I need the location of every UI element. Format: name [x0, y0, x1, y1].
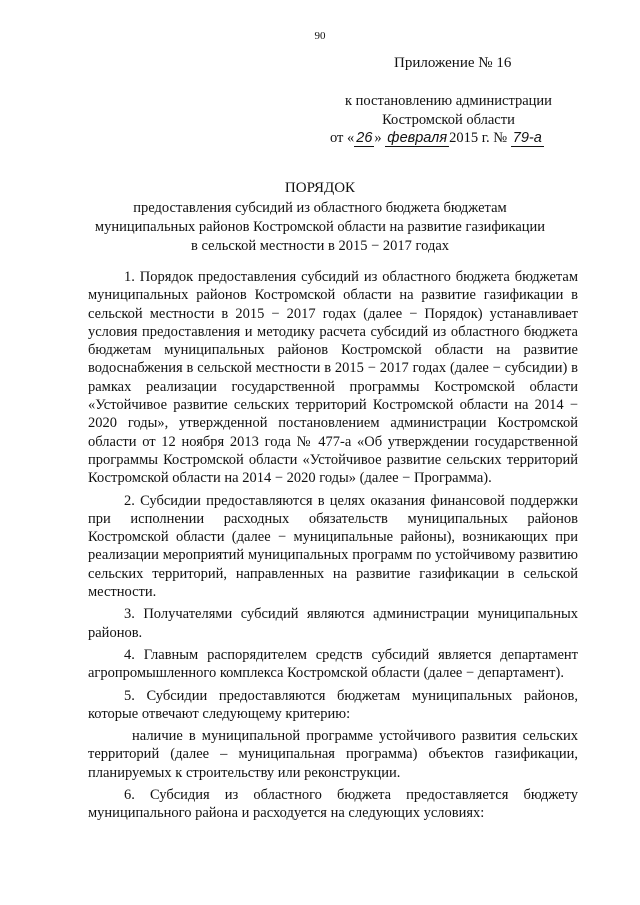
resolution-reference	[345, 92, 552, 130]
date-mid: »	[374, 130, 382, 146]
document-title: ПОРЯДОК	[284, 180, 356, 196]
paragraph-4: 4. Главным распорядителем средств субсидий является департамент агропромышленного комплекса Костромской области (далее − департамент).	[88, 646, 578, 682]
subtitle-line: предоставления субсидий из областного бюджета бюджетам	[133, 200, 507, 216]
date-month: февраля	[387, 130, 448, 146]
subtitle-line: в сельской местности в 2015 − 2017 годах	[190, 238, 450, 254]
paragraph-5: 5. Субсидии предоставляются бюджетам муниципальных районов, которые отвечают следующему критерию:	[88, 687, 578, 722]
date-prefix: от «	[330, 130, 355, 146]
paragraph-5-criterion: наличие в муниципальной программе устойчивого развития сельских территорий (далее – муниципальная программа) объектов газификации, планируемых к строительству или реконструкции.	[88, 728, 578, 781]
resolution-number: 79-а	[512, 130, 542, 146]
page-number: 90	[314, 30, 326, 42]
paragraph-2: 2. Субсидии предоставляются в целях оказания финансовой поддержки при исполнении расходных обязательств муниципальных районов Костромской области (далее − муниципальные районы), возникающих при реализации мероприятий муниципальных программ по устойчивому развитию сельских территорий, направленных на развитие газификации в сельской местности.	[88, 492, 578, 601]
subtitle-line: муниципальных районов Костромской области на развитие газификации	[94, 219, 546, 235]
resolution-line: Костромской области	[382, 112, 515, 128]
date-year: 2015 г. №	[449, 130, 508, 146]
paragraph-6: 6. Субсидия из областного бюджета предоставляется бюджету муниципального района и расходуется на следующих условиях:	[88, 787, 578, 822]
paragraph-3: 3. Получателями субсидий являются администрации муниципальных районов.	[88, 606, 578, 641]
date-day: 26	[356, 130, 373, 146]
paragraph-1: 1. Порядок предоставления субсидий из областного бюджета бюджетам муниципальных районов Костромской области на развитие газификации в сельской местности в 2015 − 2017 годах (далее − Порядок) устанавливает условия предоставления и методику расчета субсидий из областного бюджета бюджетам муниципальных районов Костромской области на развитие водоснабжения в сельской местности в 2015 − 2017 годах (далее − субсидии) в рамках реализации государственной программы Костромской области «Устойчивое развитие сельских территорий Костромской области на 2014 − 2020 годы», утвержденной постановлением администрации Костромской области от 12 ноября 2013 года № 477-а «Об утверждении государственной программы Костромской области «Устойчивое развитие сельских территорий Костромской области на 2014 − 2020 годы» (далее − Программа).	[88, 269, 578, 487]
document-body	[88, 268, 578, 827]
resolution-date-line	[330, 130, 544, 147]
document-subtitle	[70, 199, 570, 256]
appendix-label: Приложение № 16	[394, 55, 512, 71]
resolution-line: к постановлению администрации	[345, 93, 552, 109]
